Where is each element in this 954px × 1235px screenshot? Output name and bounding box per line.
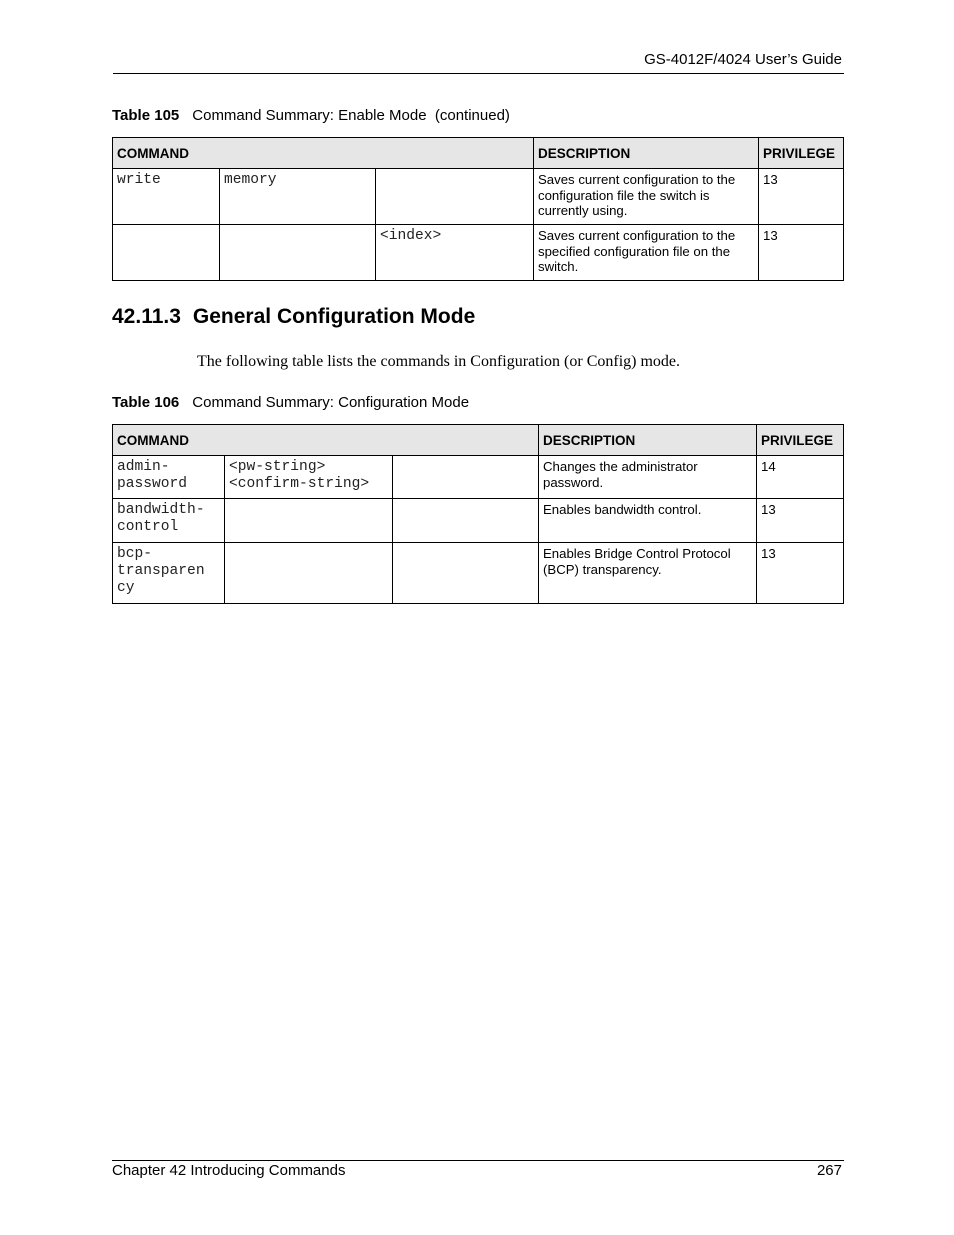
command-cell: admin- password <box>113 456 225 499</box>
argument-cell: <index> <box>376 225 534 281</box>
table-106 <box>112 424 844 604</box>
footer-rule <box>112 1160 844 1161</box>
table-106-caption <box>112 394 469 411</box>
table-105 <box>112 137 844 281</box>
table-106-number: Table 106 <box>112 394 180 411</box>
command-cell: write <box>113 169 220 225</box>
argument-cell <box>225 499 393 543</box>
description-cell: Changes the administrator password. <box>539 456 757 499</box>
argument-cell <box>376 169 534 225</box>
table-105-caption <box>112 107 510 124</box>
header-command: COMMAND <box>113 138 534 169</box>
table-105-title: Command Summary: Enable Mode (continued) <box>192 107 510 124</box>
header-privilege: PRIVILEGE <box>757 425 844 456</box>
privilege-cell: 13 <box>759 169 844 225</box>
table-header-row <box>113 425 844 456</box>
command-cell <box>113 225 220 281</box>
privilege-cell: 13 <box>759 225 844 281</box>
argument-cell <box>220 225 376 281</box>
section-heading <box>112 305 475 329</box>
command-cell: bandwidth- control <box>113 499 225 543</box>
header-description: DESCRIPTION <box>539 425 757 456</box>
argument-cell <box>393 499 539 543</box>
description-cell: Enables Bridge Control Protocol (BCP) transparency. <box>539 543 757 604</box>
header-privilege: PRIVILEGE <box>759 138 844 169</box>
guide-title: GS-4012F/4024 User’s Guide <box>644 51 842 68</box>
header-description: DESCRIPTION <box>534 138 759 169</box>
chapter-title: Chapter 42 Introducing Commands <box>112 1162 346 1179</box>
table-row <box>113 225 844 281</box>
section-number: 42.11.3 <box>112 305 181 328</box>
table-row <box>113 543 844 604</box>
argument-cell <box>393 456 539 499</box>
table-row <box>113 169 844 225</box>
page-number: 267 <box>816 1162 842 1179</box>
section-title: General Configuration Mode <box>192 305 476 328</box>
argument-cell <box>393 543 539 604</box>
command-cell: bcp- transparen cy <box>113 543 225 604</box>
table-row <box>113 456 844 499</box>
argument-cell: <pw-string> <confirm-string> <box>225 456 393 499</box>
description-cell: Saves current configuration to the configuration file the switch is currently using. <box>534 169 759 225</box>
header-rule <box>113 73 844 74</box>
table-106-title: Command Summary: Configuration Mode <box>192 394 470 411</box>
table-row <box>113 499 844 543</box>
privilege-cell: 14 <box>757 456 844 499</box>
table-header-row <box>113 138 844 169</box>
privilege-cell: 13 <box>757 543 844 604</box>
intro-paragraph: The following table lists the commands in Configuration (or Config) mode. <box>197 353 681 370</box>
table-105-number: Table 105 <box>112 107 180 124</box>
privilege-cell: 13 <box>757 499 844 543</box>
description-cell: Saves current configuration to the specified configuration file on the switch. <box>534 225 759 281</box>
argument-cell <box>225 543 393 604</box>
header-command: COMMAND <box>113 425 539 456</box>
argument-cell: memory <box>220 169 376 225</box>
description-cell: Enables bandwidth control. <box>539 499 757 543</box>
